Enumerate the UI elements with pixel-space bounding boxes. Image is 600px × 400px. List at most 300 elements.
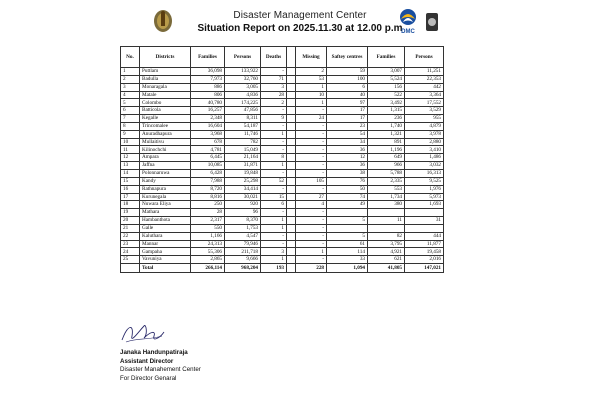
table-cell: 966	[368, 162, 405, 170]
table-cell: 380	[368, 201, 405, 209]
table-cell: 2,880	[405, 138, 444, 146]
dmc-logo-text: DMC	[401, 29, 415, 35]
table-cell: 6,428	[191, 169, 225, 177]
table-cell: 14	[121, 169, 140, 177]
table-row	[121, 209, 444, 217]
table-cell: 19	[121, 209, 140, 217]
table-cell: 33	[327, 256, 368, 264]
table-cell: 806	[191, 91, 225, 99]
table-cell: 54,187	[225, 122, 261, 130]
table-cell: 82	[368, 232, 405, 240]
table-cell: 49	[327, 201, 368, 209]
table-cell: Batticola	[140, 107, 191, 115]
table-cell: 1,315	[368, 107, 405, 115]
table-cell: 1,976	[405, 185, 444, 193]
table-cell: 3	[261, 248, 287, 256]
table-cell: -	[261, 146, 287, 154]
table-cell	[287, 146, 296, 154]
signatory-org: Disaster Manahement Center	[120, 366, 201, 374]
table-cell: -	[296, 162, 327, 170]
table-cell: 1,693	[405, 201, 444, 209]
table-cell: 444	[405, 232, 444, 240]
table-cell: 4,781	[191, 146, 225, 154]
table-cell: Kegalle	[140, 115, 191, 123]
total-cell: 968,204	[225, 264, 261, 273]
table-cell: -	[296, 138, 327, 146]
table-header-row	[121, 47, 444, 68]
table-cell	[287, 201, 296, 209]
table-cell	[287, 177, 296, 185]
table-cell: 74	[327, 193, 368, 201]
table-cell: 3	[261, 83, 287, 91]
table-cell: 6	[261, 201, 287, 209]
table-cell: 5,788	[368, 169, 405, 177]
table-cell: 649	[368, 154, 405, 162]
table-cell: 36	[327, 146, 368, 154]
table-cell: 16,604	[191, 122, 225, 130]
table-cell: 71	[261, 75, 287, 83]
table-cell: Gampaha	[140, 248, 191, 256]
table-cell: 1,734	[368, 193, 405, 201]
table-cell: Ampara	[140, 154, 191, 162]
table-cell: 4,547	[225, 232, 261, 240]
table-cell: -	[296, 107, 327, 115]
table-cell: 31	[405, 217, 444, 225]
table-cell	[287, 138, 296, 146]
table-cell: 20	[121, 217, 140, 225]
table-cell: 2	[121, 75, 140, 83]
total-cell	[121, 264, 140, 273]
table-row	[121, 115, 444, 123]
table-cell: 1	[261, 162, 287, 170]
table-cell	[287, 99, 296, 107]
table-cell: Galle	[140, 224, 191, 232]
table-cell: -	[296, 154, 327, 162]
table-cell: 27	[296, 193, 327, 201]
table-cell	[287, 256, 296, 264]
total-cell	[287, 264, 296, 273]
table-row	[121, 107, 444, 115]
table-cell: -	[296, 232, 327, 240]
table-cell: -	[261, 122, 287, 130]
table-cell	[287, 169, 296, 177]
signature-block	[120, 349, 201, 383]
table-cell: 4,879	[405, 122, 444, 130]
table-cell: 19,458	[405, 248, 444, 256]
table-cell: 9	[261, 115, 287, 123]
table-row	[121, 193, 444, 201]
table-cell: 47,856	[225, 107, 261, 115]
column-header: Persons	[405, 47, 444, 68]
table-cell: 5,524	[368, 75, 405, 83]
table-cell	[287, 232, 296, 240]
table-cell: 3,007	[368, 68, 405, 76]
table-cell: 553	[368, 185, 405, 193]
table-row	[121, 232, 444, 240]
table-cell	[287, 115, 296, 123]
table-cell: 8,370	[225, 217, 261, 225]
table-cell: 16	[121, 185, 140, 193]
table-cell: 34	[327, 138, 368, 146]
table-cell: Colombo	[140, 99, 191, 107]
table-cell: 40,780	[191, 99, 225, 107]
table-cell	[287, 162, 296, 170]
table-cell: 1	[261, 224, 287, 232]
table-cell: 28	[191, 209, 225, 217]
column-header: Saftey centres	[327, 47, 368, 68]
table-cell: 22	[121, 232, 140, 240]
table-cell: Anuradhapura	[140, 130, 191, 138]
total-cell: 41,805	[368, 264, 405, 273]
table-cell: 8,816	[191, 193, 225, 201]
table-cell: 2,865	[191, 256, 225, 264]
table-cell	[287, 217, 296, 225]
table-cell: 10,085	[191, 162, 225, 170]
table-cell: 76	[327, 177, 368, 185]
table-cell: 2,317	[191, 217, 225, 225]
table-row	[121, 83, 444, 91]
table-cell: -	[261, 68, 287, 76]
total-row	[121, 264, 444, 273]
table-cell: 4,921	[368, 248, 405, 256]
table-cell: 1	[296, 83, 327, 91]
table-cell: 8	[261, 154, 287, 162]
table-cell: 12	[327, 154, 368, 162]
table-cell: -	[261, 169, 287, 177]
table-cell: 25,298	[225, 177, 261, 185]
table-cell: 11,877	[405, 240, 444, 248]
table-cell	[327, 224, 368, 232]
table-cell: 114	[327, 248, 368, 256]
table-cell: 5	[327, 232, 368, 240]
table-cell: 17	[327, 115, 368, 123]
table-cell: 955	[405, 115, 444, 123]
report-subtitle: Situation Report on 2025.11.30 at 12.00 p.m	[197, 23, 403, 34]
table-cell: 1,740	[368, 122, 405, 130]
table-row	[121, 201, 444, 209]
table-cell: 9,525	[405, 177, 444, 185]
table-cell: 34,414	[225, 185, 261, 193]
table-cell	[287, 91, 296, 99]
table-cell: 2	[261, 99, 287, 107]
table-row	[121, 130, 444, 138]
table-row	[121, 146, 444, 154]
table-cell: 16,257	[191, 107, 225, 115]
table-cell	[287, 209, 296, 217]
table-cell	[287, 248, 296, 256]
table-cell	[287, 68, 296, 76]
table-cell: -	[296, 122, 327, 130]
table-row	[121, 217, 444, 225]
table-cell: Kaluthara	[140, 232, 191, 240]
report-org-title: Disaster Management Center	[233, 10, 367, 21]
table-cell: -	[296, 217, 327, 225]
table-cell: Trincomalee	[140, 122, 191, 130]
table-cell: 9	[121, 130, 140, 138]
table-cell: 3,410	[405, 146, 444, 154]
table-cell: 3,364	[405, 91, 444, 99]
table-cell: 24	[296, 115, 327, 123]
table-cell: 7,988	[191, 177, 225, 185]
table-cell: 2,335	[368, 177, 405, 185]
table-cell	[287, 224, 296, 232]
table-row	[121, 75, 444, 83]
table-cell	[287, 193, 296, 201]
table-cell: 96	[225, 209, 261, 217]
table-cell: 17,552	[405, 99, 444, 107]
signature	[120, 320, 166, 346]
table-cell: 522	[368, 91, 405, 99]
table-cell: 36	[327, 162, 368, 170]
table-cell: 53	[296, 75, 327, 83]
table-cell: 6,445	[191, 154, 225, 162]
table-cell	[287, 240, 296, 248]
table-cell	[287, 122, 296, 130]
table-cell	[405, 209, 444, 217]
table-row	[121, 138, 444, 146]
table-cell	[287, 83, 296, 91]
table-row	[121, 169, 444, 177]
table-cell: -	[296, 256, 327, 264]
total-cell: 193	[261, 264, 287, 273]
table-cell: 4	[121, 91, 140, 99]
table-cell: 442	[405, 83, 444, 91]
total-cell: 266,114	[191, 264, 225, 273]
table-cell: 25	[121, 256, 140, 264]
table-row	[121, 185, 444, 193]
column-header: Persons	[225, 47, 261, 68]
table-row	[121, 177, 444, 185]
column-header: Districts	[140, 47, 191, 68]
table-cell: 38	[327, 169, 368, 177]
table-cell: 9,666	[225, 256, 261, 264]
table-cell: 1	[261, 217, 287, 225]
table-cell: 12	[121, 154, 140, 162]
table-cell: 79,946	[225, 240, 261, 248]
table-cell: 17	[327, 107, 368, 115]
table-cell: -	[296, 169, 327, 177]
column-header: Deaths	[261, 47, 287, 68]
table-cell	[405, 224, 444, 232]
table-cell: 920	[225, 201, 261, 209]
table-cell: 1	[296, 99, 327, 107]
table-cell: 1	[121, 68, 140, 76]
table-cell: 8,311	[225, 115, 261, 123]
total-cell: 147,021	[405, 264, 444, 273]
table-row	[121, 91, 444, 99]
table-cell	[287, 130, 296, 138]
table-cell: 891	[368, 138, 405, 146]
table-cell: 7,973	[191, 75, 225, 83]
table-cell: 31,871	[225, 162, 261, 170]
table-cell: Polonnaruwa	[140, 169, 191, 177]
table-cell: 2,016	[405, 256, 444, 264]
table-cell: 61	[327, 240, 368, 248]
table-cell	[368, 224, 405, 232]
table-cell	[287, 185, 296, 193]
table-cell: 1	[261, 256, 287, 264]
table-cell: 21,164	[225, 154, 261, 162]
table-cell: Vavuniya	[140, 256, 191, 264]
table-cell: 1,166	[191, 232, 225, 240]
table-cell: 100	[327, 75, 368, 83]
table-cell: Mathara	[140, 209, 191, 217]
signatory-for-line: For Director Genaral	[120, 374, 177, 382]
table-cell: 4	[296, 201, 327, 209]
table-cell: 8,720	[191, 185, 225, 193]
table-cell: -	[296, 209, 327, 217]
table-cell: 40	[327, 91, 368, 99]
table-cell: -	[296, 146, 327, 154]
table-cell: -	[261, 232, 287, 240]
table-cell: -	[261, 240, 287, 248]
table-cell: 11	[368, 217, 405, 225]
table-cell: -	[296, 130, 327, 138]
table-cell: 10	[121, 138, 140, 146]
table-cell: 5	[327, 217, 368, 225]
signatory-role: Assistant Director	[120, 357, 174, 365]
table-row	[121, 240, 444, 248]
table-cell: 1	[296, 248, 327, 256]
secondary-logo	[425, 12, 439, 32]
column-header: Families	[368, 47, 405, 68]
table-cell: 3,005	[225, 83, 261, 91]
table-cell	[327, 209, 368, 217]
table-cell: 236	[368, 115, 405, 123]
table-cell: 24,313	[191, 240, 225, 248]
table-cell: -	[296, 240, 327, 248]
table-row	[121, 99, 444, 107]
table-row	[121, 256, 444, 264]
table-cell: 30,021	[225, 193, 261, 201]
total-cell: Total	[140, 264, 191, 273]
table-cell: 1	[261, 130, 287, 138]
table-cell: 28	[261, 91, 287, 99]
table-cell: 156	[368, 83, 405, 91]
table-cell: 15	[261, 193, 287, 201]
table-row	[121, 224, 444, 232]
table-cell: -	[296, 224, 327, 232]
table-cell: 3,492	[368, 99, 405, 107]
table-cell: 550	[191, 224, 225, 232]
table-cell: 5,973	[405, 193, 444, 201]
table-cell: 2,348	[191, 115, 225, 123]
table-row	[121, 68, 444, 76]
table-cell: 18	[121, 201, 140, 209]
table-cell: 24	[121, 248, 140, 256]
table-cell: Matale	[140, 91, 191, 99]
table-cell: 54	[327, 130, 368, 138]
table-cell: Mullaitivu	[140, 138, 191, 146]
table-cell: Badulla	[140, 75, 191, 83]
table-cell: 36,098	[191, 68, 225, 76]
table-cell: -	[261, 209, 287, 217]
table-cell: 15	[121, 177, 140, 185]
table-cell: 11,251	[405, 68, 444, 76]
table-cell	[287, 107, 296, 115]
table-cell: 5	[121, 99, 140, 107]
table-cell: -	[261, 185, 287, 193]
table-row	[121, 162, 444, 170]
table-cell: Puttlam	[140, 68, 191, 76]
dmc-logo	[397, 8, 419, 38]
table-cell: 3,978	[405, 130, 444, 138]
table-cell	[368, 209, 405, 217]
table-cell: 8	[121, 122, 140, 130]
column-header: Missing	[296, 47, 327, 68]
signatory-name: Janaka Handunpatiraja	[120, 349, 188, 356]
table-cell: 250	[191, 201, 225, 209]
table-cell: 3	[121, 83, 140, 91]
table-cell: 10	[296, 91, 327, 99]
table-cell: Hambanthota	[140, 217, 191, 225]
table-cell: 7	[121, 115, 140, 123]
table-cell: 59	[327, 68, 368, 76]
table-row	[121, 154, 444, 162]
table-cell: 4,836	[225, 91, 261, 99]
table-cell: 3,032	[405, 162, 444, 170]
table-cell: 19,848	[225, 169, 261, 177]
table-cell: 3,529	[405, 107, 444, 115]
table-cell: 32,760	[225, 75, 261, 83]
table-row	[121, 122, 444, 130]
table-cell: 23	[327, 122, 368, 130]
table-cell: Kurunegala	[140, 193, 191, 201]
table-cell: 1,753	[225, 224, 261, 232]
table-cell: -	[261, 107, 287, 115]
table-cell	[287, 154, 296, 162]
table-cell: 678	[191, 138, 225, 146]
table-cell: 50	[327, 185, 368, 193]
table-cell: 886	[191, 83, 225, 91]
table-cell: 17	[121, 193, 140, 201]
table-cell: 16,313	[405, 169, 444, 177]
situation-report-table	[120, 46, 444, 273]
column-header: Families	[191, 47, 225, 68]
table-cell: 21	[121, 224, 140, 232]
table-row	[121, 248, 444, 256]
table-cell: 3,968	[191, 130, 225, 138]
table-cell: Kilinochchi	[140, 146, 191, 154]
table-cell: 211,718	[225, 248, 261, 256]
table-cell: 1,196	[368, 146, 405, 154]
table-cell: 55,306	[191, 248, 225, 256]
table-cell: 174,225	[225, 99, 261, 107]
table-cell: 621	[368, 256, 405, 264]
table-cell: 22,353	[405, 75, 444, 83]
table-cell: Rathnapura	[140, 185, 191, 193]
table-cell: 782	[225, 138, 261, 146]
table-cell: 1,486	[405, 154, 444, 162]
table-cell: 6	[327, 83, 368, 91]
column-header	[287, 47, 296, 68]
table-cell: -	[296, 185, 327, 193]
table-cell: Nuwara Eliya	[140, 201, 191, 209]
table-cell: 13	[121, 162, 140, 170]
table-cell: 97	[327, 99, 368, 107]
table-cell: -	[261, 138, 287, 146]
table-cell: 23	[121, 240, 140, 248]
table-cell: 2	[296, 68, 327, 76]
table-cell: 3,795	[368, 240, 405, 248]
table-cell: 1,321	[368, 130, 405, 138]
table-cell: Jaffna	[140, 162, 191, 170]
total-cell: 1,094	[327, 264, 368, 273]
total-cell: 228	[296, 264, 327, 273]
column-header: No.	[121, 47, 140, 68]
table-cell: Mannar	[140, 240, 191, 248]
table-cell	[287, 75, 296, 83]
